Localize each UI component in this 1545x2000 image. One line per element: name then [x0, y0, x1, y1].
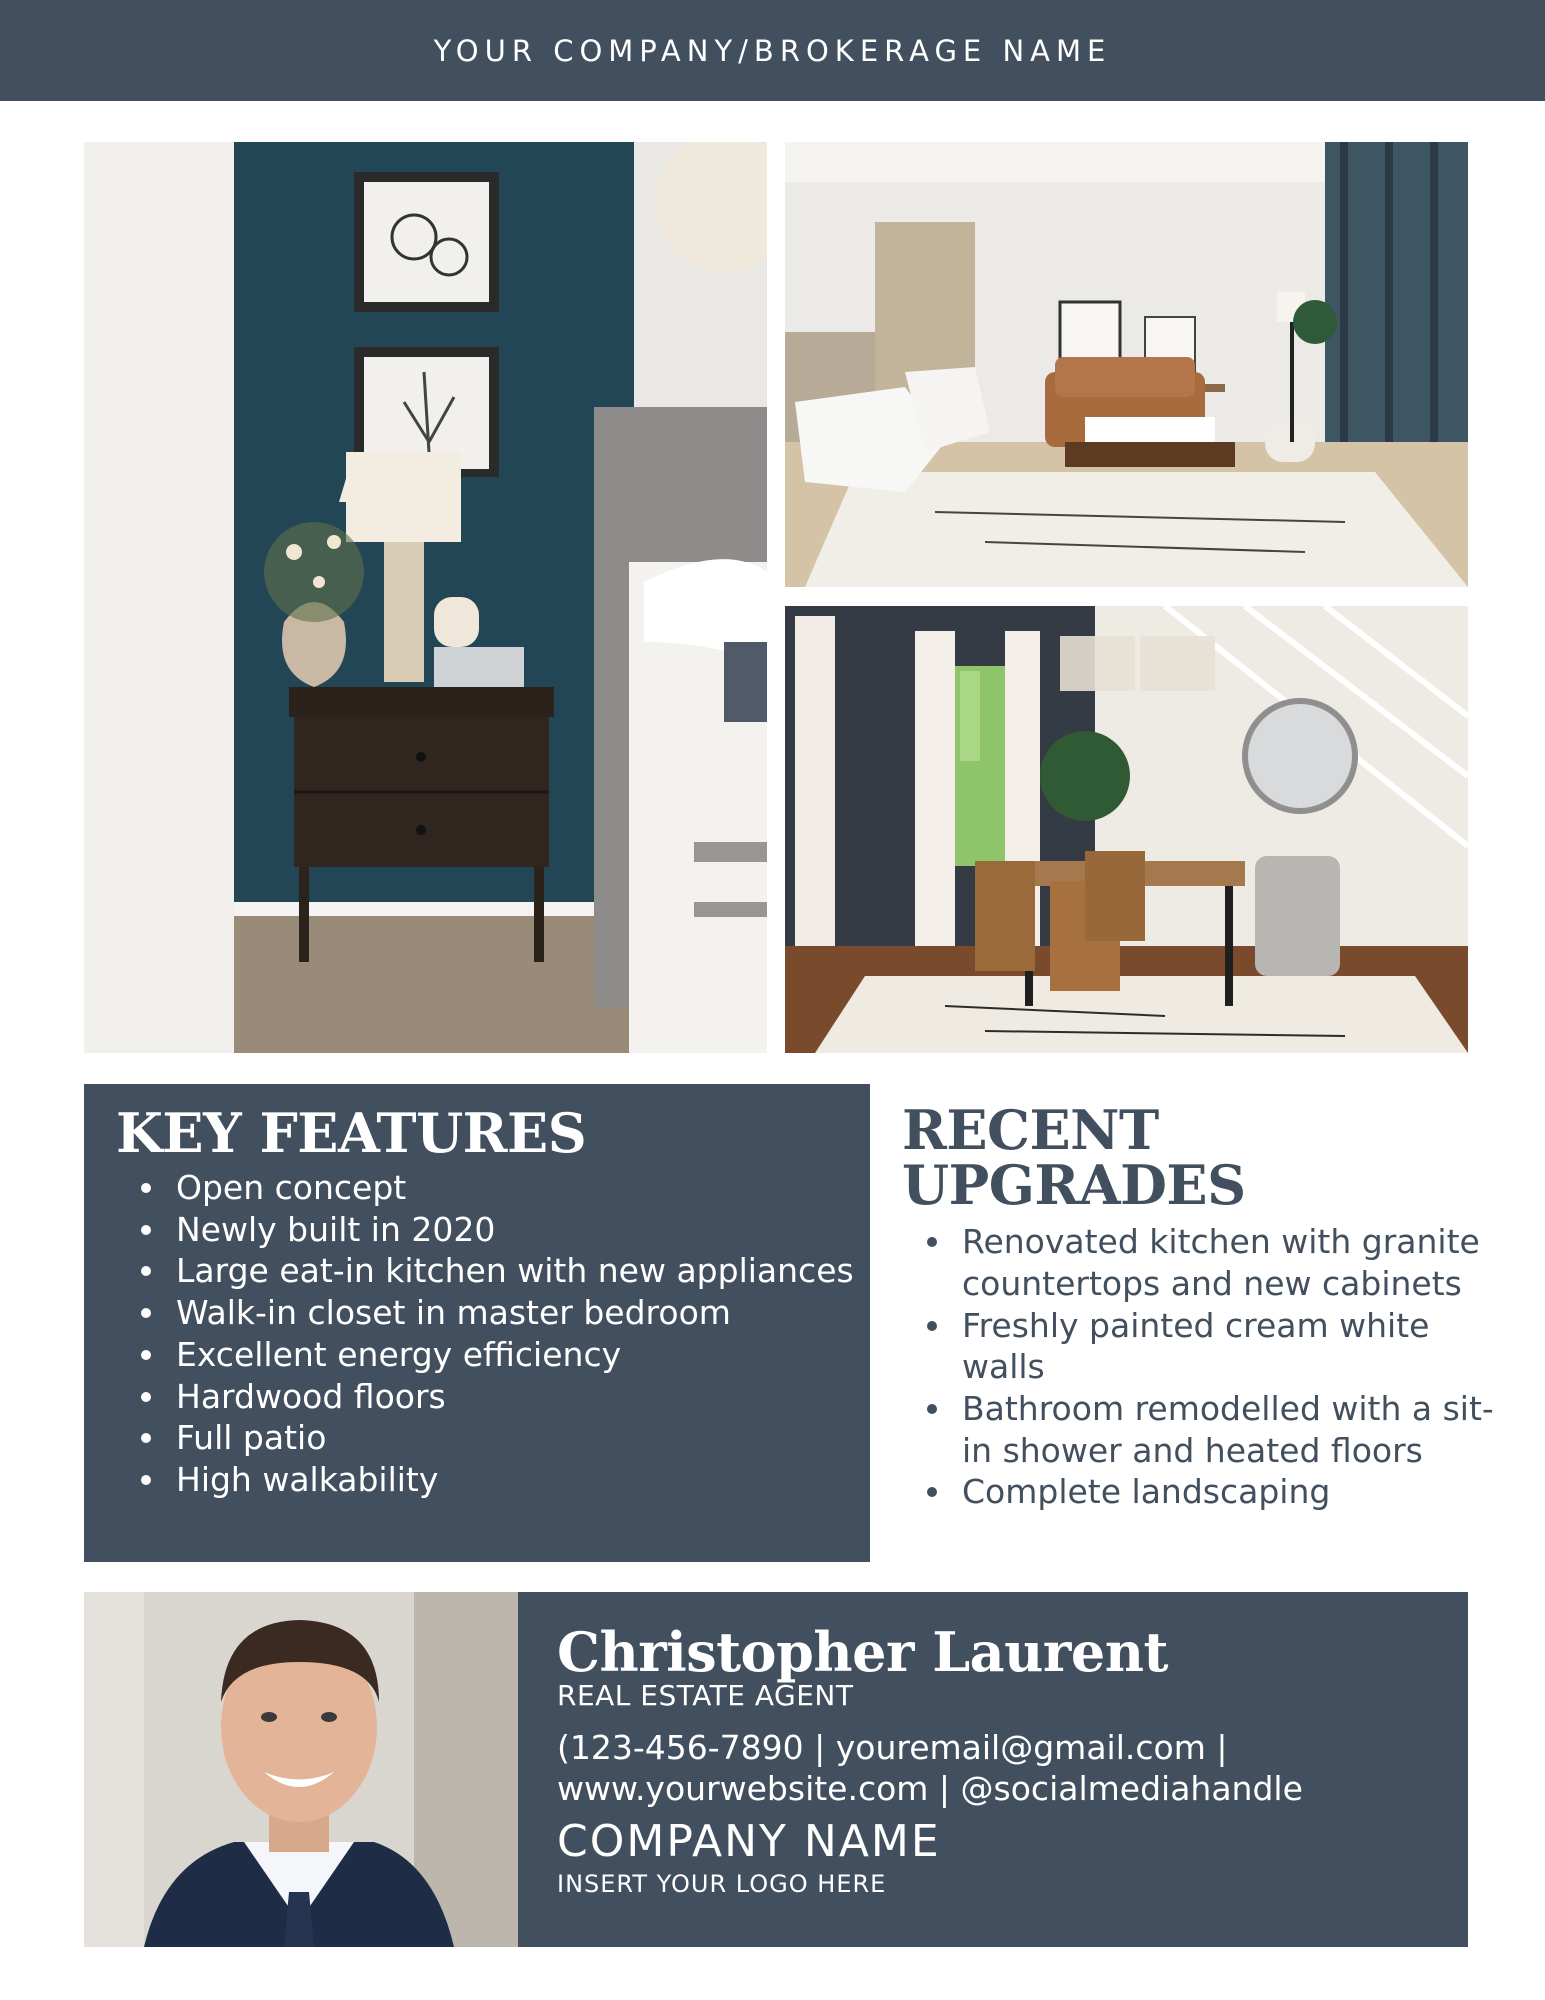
list-item: Large eat-in kitchen with new appliances — [116, 1250, 870, 1292]
agent-name: Christopher Laurent — [557, 1620, 1168, 1684]
list-item: Renovated kitchen with granite countertops and new cabinets — [902, 1221, 1502, 1304]
list-item: Newly built in 2020 — [116, 1209, 870, 1251]
recent-upgrades-list — [902, 1221, 1502, 1513]
bedroom-photo — [84, 142, 767, 1053]
list-item: Walk-in closet in master bedroom — [116, 1292, 870, 1334]
agent-info-panel — [518, 1592, 1468, 1947]
key-features-list — [116, 1167, 870, 1501]
logo-placeholder: INSERT YOUR LOGO HERE — [557, 1870, 887, 1899]
list-item: Full patio — [116, 1417, 870, 1459]
list-item: High walkability — [116, 1459, 870, 1501]
brokerage-name: YOUR COMPANY/BROKERAGE NAME — [433, 33, 1112, 68]
list-item: Complete landscaping — [902, 1471, 1502, 1513]
living-room-photo — [785, 142, 1468, 587]
list-item: Bathroom remodelled with a sit-in shower and heated floors — [902, 1388, 1502, 1471]
agent-title: REAL ESTATE AGENT — [557, 1678, 854, 1712]
recent-upgrades-title: RECENT UPGRADES — [902, 1098, 1246, 1218]
recent-upgrades-panel — [902, 1098, 1502, 1513]
key-features-panel — [84, 1084, 870, 1562]
list-item: Excellent energy efficiency — [116, 1334, 870, 1376]
key-features-title: KEY FEATURES — [116, 1101, 587, 1165]
header-bar — [0, 0, 1545, 101]
company-name: COMPANY NAME — [557, 1815, 941, 1867]
agent-headshot — [84, 1592, 518, 1947]
list-item: Hardwood floors — [116, 1376, 870, 1418]
agent-contact: (123-456-7890 | youremail@gmail.com | www.yourwebsite.com | @socialmediahandle — [557, 1727, 1303, 1809]
dining-room-photo — [785, 606, 1468, 1053]
list-item: Open concept — [116, 1167, 870, 1209]
list-item: Freshly painted cream white walls — [902, 1305, 1502, 1388]
